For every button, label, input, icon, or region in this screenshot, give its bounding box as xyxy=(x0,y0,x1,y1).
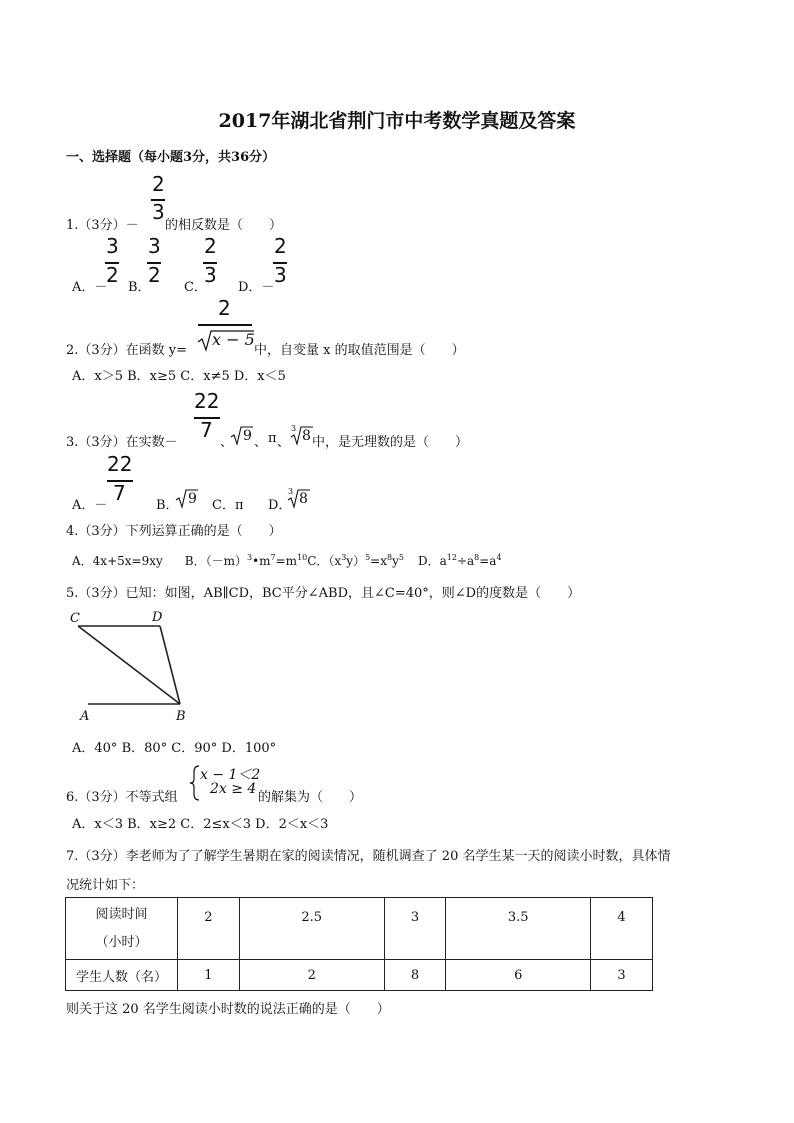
q6-stem: 的解集为（ ） xyxy=(258,790,363,805)
q5-label-C: C xyxy=(70,611,80,626)
q7-followup: 则关于这 20 名学生阅读小时数的说法正确的是（ ） xyxy=(66,1002,390,1017)
q1-stem: 的相反数是（ ） xyxy=(165,218,283,233)
table-header-cell: 阅读时间 （小时） xyxy=(66,898,178,960)
table-cell: 2 xyxy=(239,960,384,991)
q1-numerator: 2 xyxy=(152,172,165,196)
q3-optC: C．π xyxy=(212,498,244,513)
q1-optB-label: B． xyxy=(128,280,151,295)
table-cell: 6 xyxy=(446,960,591,991)
q7-table xyxy=(65,897,653,991)
q6-ineq-1: x − 1＜2 xyxy=(200,767,261,783)
q6-options: A．x＜3 B．x≥2 C．2≤x＜3 D．2＜x＜3 xyxy=(72,817,329,832)
q3-optD-label: D． xyxy=(268,498,292,513)
table-row xyxy=(66,898,653,960)
q1-optB-num: 3 xyxy=(148,234,161,258)
q1-optD-num: 2 xyxy=(274,234,287,258)
q1-optD-den: 3 xyxy=(274,263,287,287)
q1-optD-label: D．－ xyxy=(238,280,275,295)
q3-sep2: 、 xyxy=(254,435,268,450)
q3-optD-value: 8 xyxy=(299,491,308,507)
q3-cbrt-index: 3 xyxy=(291,424,297,433)
table-cell: 3.5 xyxy=(446,898,591,960)
table-row xyxy=(66,960,653,991)
q5-label-D: D xyxy=(152,610,163,625)
q3-cbrt8: 8 xyxy=(302,428,311,444)
q4-optA: A．4x+5x=9xy xyxy=(72,554,163,568)
q5-label-B: B xyxy=(176,709,186,724)
q2-prefix: 2.（3分）在函数 y= xyxy=(66,343,188,358)
q1-optC-num: 2 xyxy=(204,234,217,258)
q3-optB-label: B． xyxy=(156,498,179,513)
table-cell: 8 xyxy=(384,960,446,991)
q5-stem: 5.（3分）已知：如图，AB∥CD，BC平分∠ABD，且∠C=40°，则∠D的度数是（ ） xyxy=(66,586,581,601)
q3-optA-den: 7 xyxy=(113,481,126,505)
q7-stem-line2: 况统计如下： xyxy=(66,878,145,893)
section-heading: 一、选择题（每小题3分，共36分） xyxy=(66,150,276,165)
q4-options: A．4x+5x=9xy B．$(-m)^3•m^7=m^{10}C$．$(x^3y)^5=x^8y^5$ D．$a^{12}\div a^8=a^4$ xyxy=(72,553,502,568)
q3-sep1: 、 xyxy=(220,435,234,450)
q3-optA-label: A．－ xyxy=(72,498,108,513)
q1-optA-num: 3 xyxy=(106,234,119,258)
q2-options: A．x＞5 B．x≥5 C．x≠5 D．x＜5 xyxy=(72,369,286,384)
q7-stem-line1: 7.（3分）李老师为了了解学生暑期在家的阅读情况，随机调查了 20 名学生某一天的阅读小时数，具体情 xyxy=(66,849,671,864)
page-title: 2017年湖北省荆门市中考数学真题及答案 xyxy=(218,110,576,132)
table-cell: 4 xyxy=(591,898,653,960)
q1-prefix: 1.（3分）－ xyxy=(66,218,139,233)
q6-prefix: 6.（3分）不等式组 xyxy=(66,790,178,805)
q3-denominator: 7 xyxy=(200,418,213,442)
q4-stem: 4.（3分）下列运算正确的是（ ） xyxy=(66,524,282,539)
q1-optA-label: A．－ xyxy=(72,280,108,295)
q3-optA-num: 22 xyxy=(107,452,133,476)
q2-radicand: x − 5 xyxy=(212,330,255,349)
q1-optB-den: 2 xyxy=(148,263,161,287)
q3-pi: π xyxy=(268,431,277,446)
table-cell: 2.5 xyxy=(239,898,384,960)
q2-numerator: 2 xyxy=(218,296,231,320)
q1-optC-den: 3 xyxy=(204,263,217,287)
q3-sqrt9: 9 xyxy=(243,428,252,444)
q3-optB-value: 9 xyxy=(188,491,197,507)
table-cell: 3 xyxy=(591,960,653,991)
q3-prefix: 3.（3分）在实数－ xyxy=(66,435,178,450)
q5-options: A．40° B．80° C．90° D．100° xyxy=(72,741,277,756)
table-cell: 3 xyxy=(384,898,446,960)
table-header-cell: 学生人数（名） xyxy=(66,960,178,991)
table-cell: 1 xyxy=(178,960,240,991)
q3-optD-index: 3 xyxy=(288,487,294,496)
q2-stem: 中，自变量 x 的取值范围是（ ） xyxy=(254,343,465,358)
q1-denominator: 3 xyxy=(152,200,165,224)
q6-ineq-2: 2x ≥ 4 xyxy=(210,781,257,797)
q3-sep3: 、 xyxy=(277,435,291,450)
table-cell: 2 xyxy=(178,898,240,960)
q3-stem: 中，是无理数的是（ ） xyxy=(312,435,469,450)
segment-CB xyxy=(78,626,180,704)
q3-numerator: 22 xyxy=(194,389,220,413)
q5-label-A: A xyxy=(80,709,90,724)
segment-DB xyxy=(160,626,180,704)
q1-optA-den: 2 xyxy=(106,263,119,287)
q1-optC-label: C． xyxy=(184,280,207,295)
